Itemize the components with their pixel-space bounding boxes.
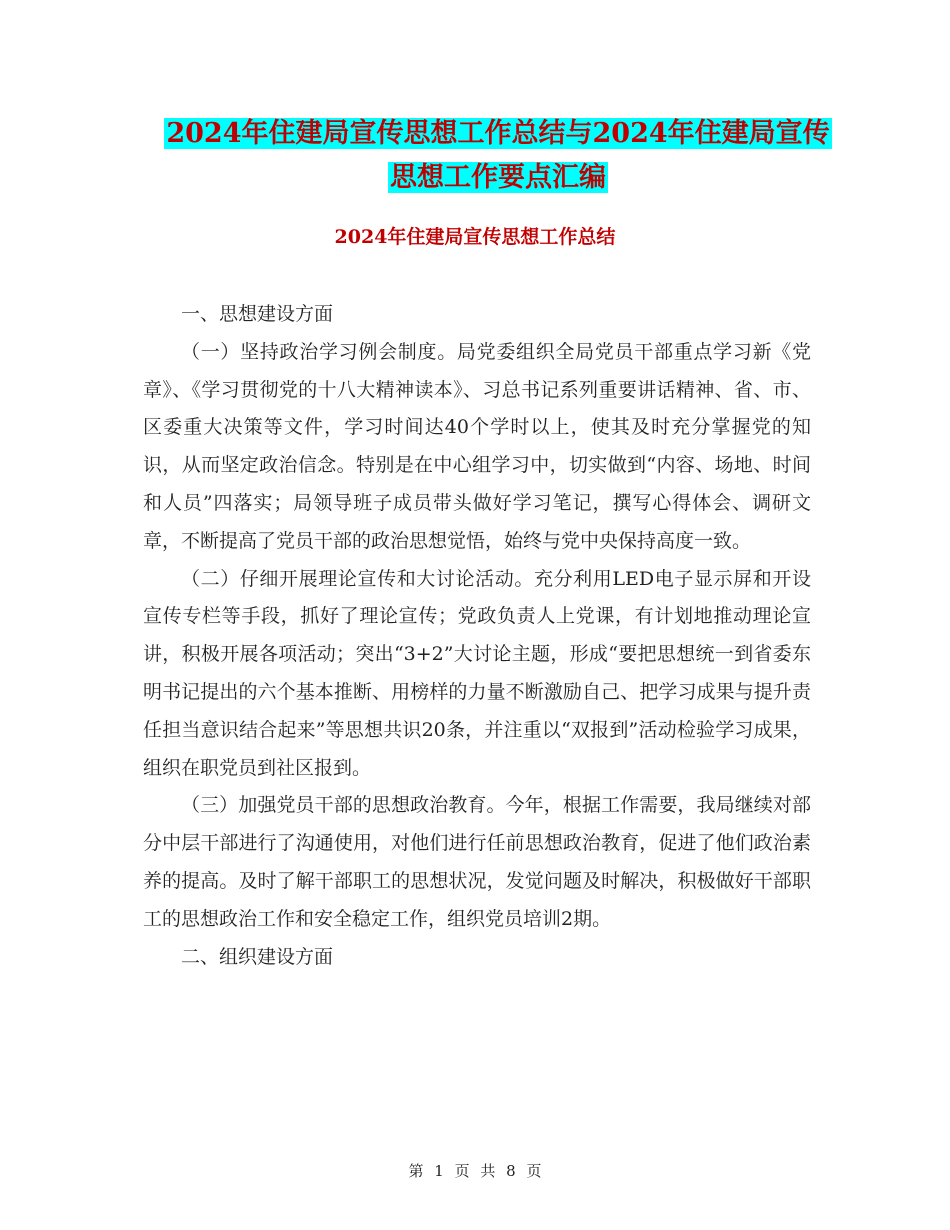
document-title: [140, 112, 856, 200]
document-body: [143, 296, 811, 976]
paragraph-theory-publicity: （二）仔细开展理论宣传和大讨论活动。充分利用LED电子显示屏和开设宣传专栏等手段，抓好了理论宣传；党政负责人上党课，有计划地推动理论宣讲，积极开展各项活动；突出“3+2”大讨论主题，形成“要把思想统一到省委东明书记提出的六个基本推断、用榜样的力量不断激励自己、把学习成果与提升责任担当意识结合起来”等思想共识20条，并注重以“双报到”活动检验学习成果，组织在职党员到社区报到。: [143, 567, 811, 779]
page-footer: 第 1 页 共 8 页: [408, 1162, 542, 1180]
heading-organization-building: 二、组织建设方面: [181, 945, 334, 968]
title-line-2: 思想工作要点汇编: [390, 162, 606, 193]
section-title: 2024年住建局宣传思想工作总结: [334, 226, 616, 248]
heading-thought-building: 一、思想建设方面: [181, 303, 334, 325]
title-line-1: 2024年住建局宣传思想工作总结与2024年住建局宣传: [166, 118, 830, 149]
paragraph-political-study: （一）坚持政治学习例会制度。局党委组织全局党员干部重点学习新《党章》、《学习贯彻党的十八大精神读本》、习总书记系列重要讲话精神、省、市、区委重大决策等文件，学习时间达40个学时以上，使其及时充分掌握党的知识，从而坚定政治信念。特别是在中心组学习中，切实做到“内容、场地、时间和人员”四落实；局领导班子成员带头做好学习笔记，撰写心得体会、调研文章，不断提高了党员干部的政治思想觉悟，始终与党中央保持高度一致。: [143, 340, 811, 552]
paragraph-political-education: （三）加强党员干部的思想政治教育。今年，根据工作需要，我局继续对部分中层干部进行了沟通使用，对他们进行任前思想政治教育，促进了他们政治素养的提高。及时了解干部职工的思想状况，发觉问题及时解决，积极做好干部职工的思想政治工作和安全稳定工作，组织党员培训2期。: [143, 794, 811, 930]
